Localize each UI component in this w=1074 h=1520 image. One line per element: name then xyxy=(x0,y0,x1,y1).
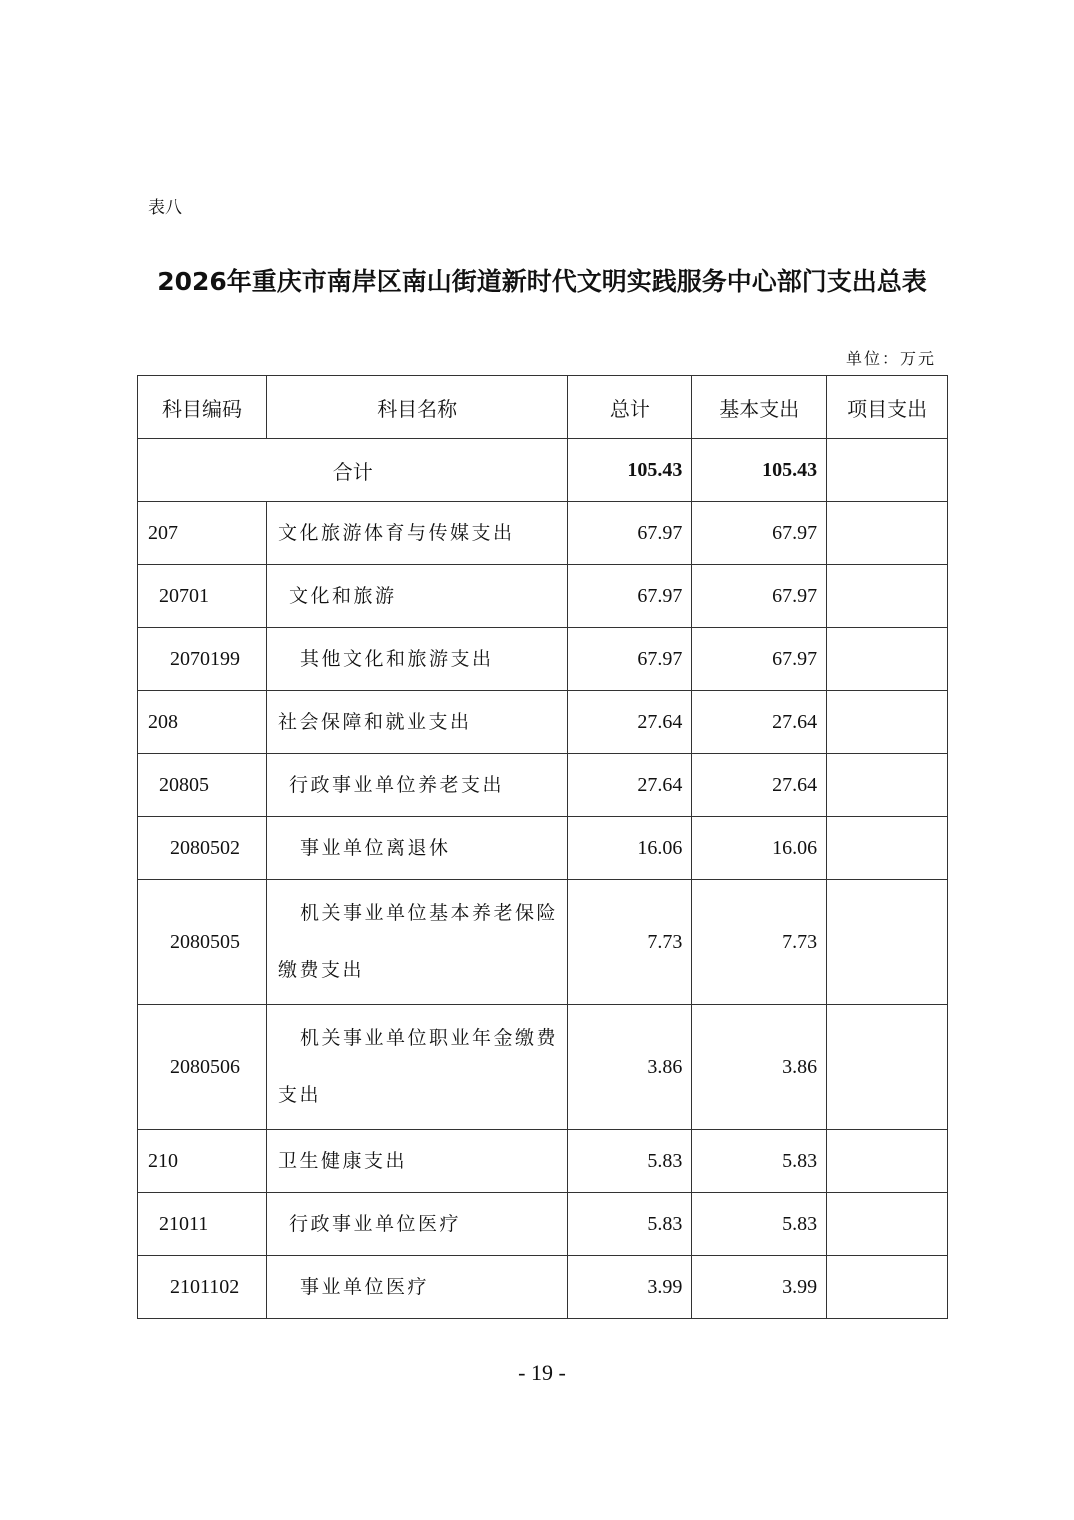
name-cell: 社会保障和就业支出 xyxy=(266,691,568,754)
code-cell: 21011 xyxy=(138,1193,267,1256)
basic-cell: 5.83 xyxy=(692,1130,827,1193)
total-cell: 27.64 xyxy=(568,691,692,754)
table-row xyxy=(138,1256,948,1319)
project-cell xyxy=(827,565,948,628)
table-label: 表八 xyxy=(148,198,182,218)
header-project: 项目支出 xyxy=(827,376,948,439)
basic-cell: 27.64 xyxy=(692,691,827,754)
table-row xyxy=(138,817,948,880)
total-basic: 105.43 xyxy=(692,439,827,502)
basic-cell: 5.83 xyxy=(692,1193,827,1256)
header-total: 总计 xyxy=(568,376,692,439)
total-total: 105.43 xyxy=(568,439,692,502)
code-cell: 20701 xyxy=(138,565,267,628)
project-cell xyxy=(827,1130,948,1193)
unit-note: 单位：万元 xyxy=(845,349,936,368)
table-row xyxy=(138,754,948,817)
name-cell: 文化和旅游 xyxy=(266,565,568,628)
table-row xyxy=(138,691,948,754)
table-row xyxy=(138,1005,948,1130)
total-cell: 3.99 xyxy=(568,1256,692,1319)
project-cell xyxy=(827,691,948,754)
total-cell: 5.83 xyxy=(568,1193,692,1256)
total-cell: 27.64 xyxy=(568,754,692,817)
name-cell: 行政事业单位医疗 xyxy=(266,1193,568,1256)
project-cell xyxy=(827,1005,948,1130)
table-row xyxy=(138,502,948,565)
table-row xyxy=(138,1193,948,1256)
table-row xyxy=(138,880,948,1005)
project-cell xyxy=(827,1256,948,1319)
project-cell xyxy=(827,817,948,880)
name-cell: 机关事业单位基本养老保险缴费支出 xyxy=(266,880,568,1005)
basic-cell: 16.06 xyxy=(692,817,827,880)
code-cell: 208 xyxy=(138,691,267,754)
basic-cell: 3.99 xyxy=(692,1256,827,1319)
code-cell: 20805 xyxy=(138,754,267,817)
basic-cell: 67.97 xyxy=(692,628,827,691)
code-cell: 2080506 xyxy=(138,1005,267,1130)
basic-cell: 7.73 xyxy=(692,880,827,1005)
name-cell: 机关事业单位职业年金缴费支出 xyxy=(266,1005,568,1130)
total-label: 合计 xyxy=(138,439,568,502)
total-cell: 16.06 xyxy=(568,817,692,880)
total-row xyxy=(138,439,948,502)
total-cell: 3.86 xyxy=(568,1005,692,1130)
code-cell: 2070199 xyxy=(138,628,267,691)
total-cell: 67.97 xyxy=(568,565,692,628)
code-cell: 207 xyxy=(138,502,267,565)
header-basic: 基本支出 xyxy=(692,376,827,439)
total-cell: 5.83 xyxy=(568,1130,692,1193)
header-name: 科目名称 xyxy=(266,376,568,439)
table-row xyxy=(138,628,948,691)
page-number: - 19 - xyxy=(518,1360,566,1385)
project-cell xyxy=(827,502,948,565)
name-cell: 行政事业单位养老支出 xyxy=(266,754,568,817)
table-row xyxy=(138,565,948,628)
name-cell: 卫生健康支出 xyxy=(266,1130,568,1193)
code-cell: 2080502 xyxy=(138,817,267,880)
project-cell xyxy=(827,754,948,817)
basic-cell: 3.86 xyxy=(692,1005,827,1130)
name-cell: 其他文化和旅游支出 xyxy=(266,628,568,691)
code-cell: 210 xyxy=(138,1130,267,1193)
expenditure-table xyxy=(137,375,948,1319)
project-cell xyxy=(827,1193,948,1256)
name-cell: 事业单位离退休 xyxy=(266,817,568,880)
basic-cell: 67.97 xyxy=(692,502,827,565)
total-cell: 67.97 xyxy=(568,502,692,565)
document-title: 2026年重庆市南岸区南山街道新时代文明实践服务中心部门支出总表 xyxy=(157,267,927,296)
basic-cell: 27.64 xyxy=(692,754,827,817)
project-cell xyxy=(827,880,948,1005)
header-code: 科目编码 xyxy=(138,376,267,439)
table-row xyxy=(138,1130,948,1193)
total-project xyxy=(827,439,948,502)
total-cell: 7.73 xyxy=(568,880,692,1005)
code-cell: 2101102 xyxy=(138,1256,267,1319)
name-cell: 文化旅游体育与传媒支出 xyxy=(266,502,568,565)
project-cell xyxy=(827,628,948,691)
code-cell: 2080505 xyxy=(138,880,267,1005)
total-cell: 67.97 xyxy=(568,628,692,691)
basic-cell: 67.97 xyxy=(692,565,827,628)
header-row xyxy=(138,376,948,439)
name-cell: 事业单位医疗 xyxy=(266,1256,568,1319)
